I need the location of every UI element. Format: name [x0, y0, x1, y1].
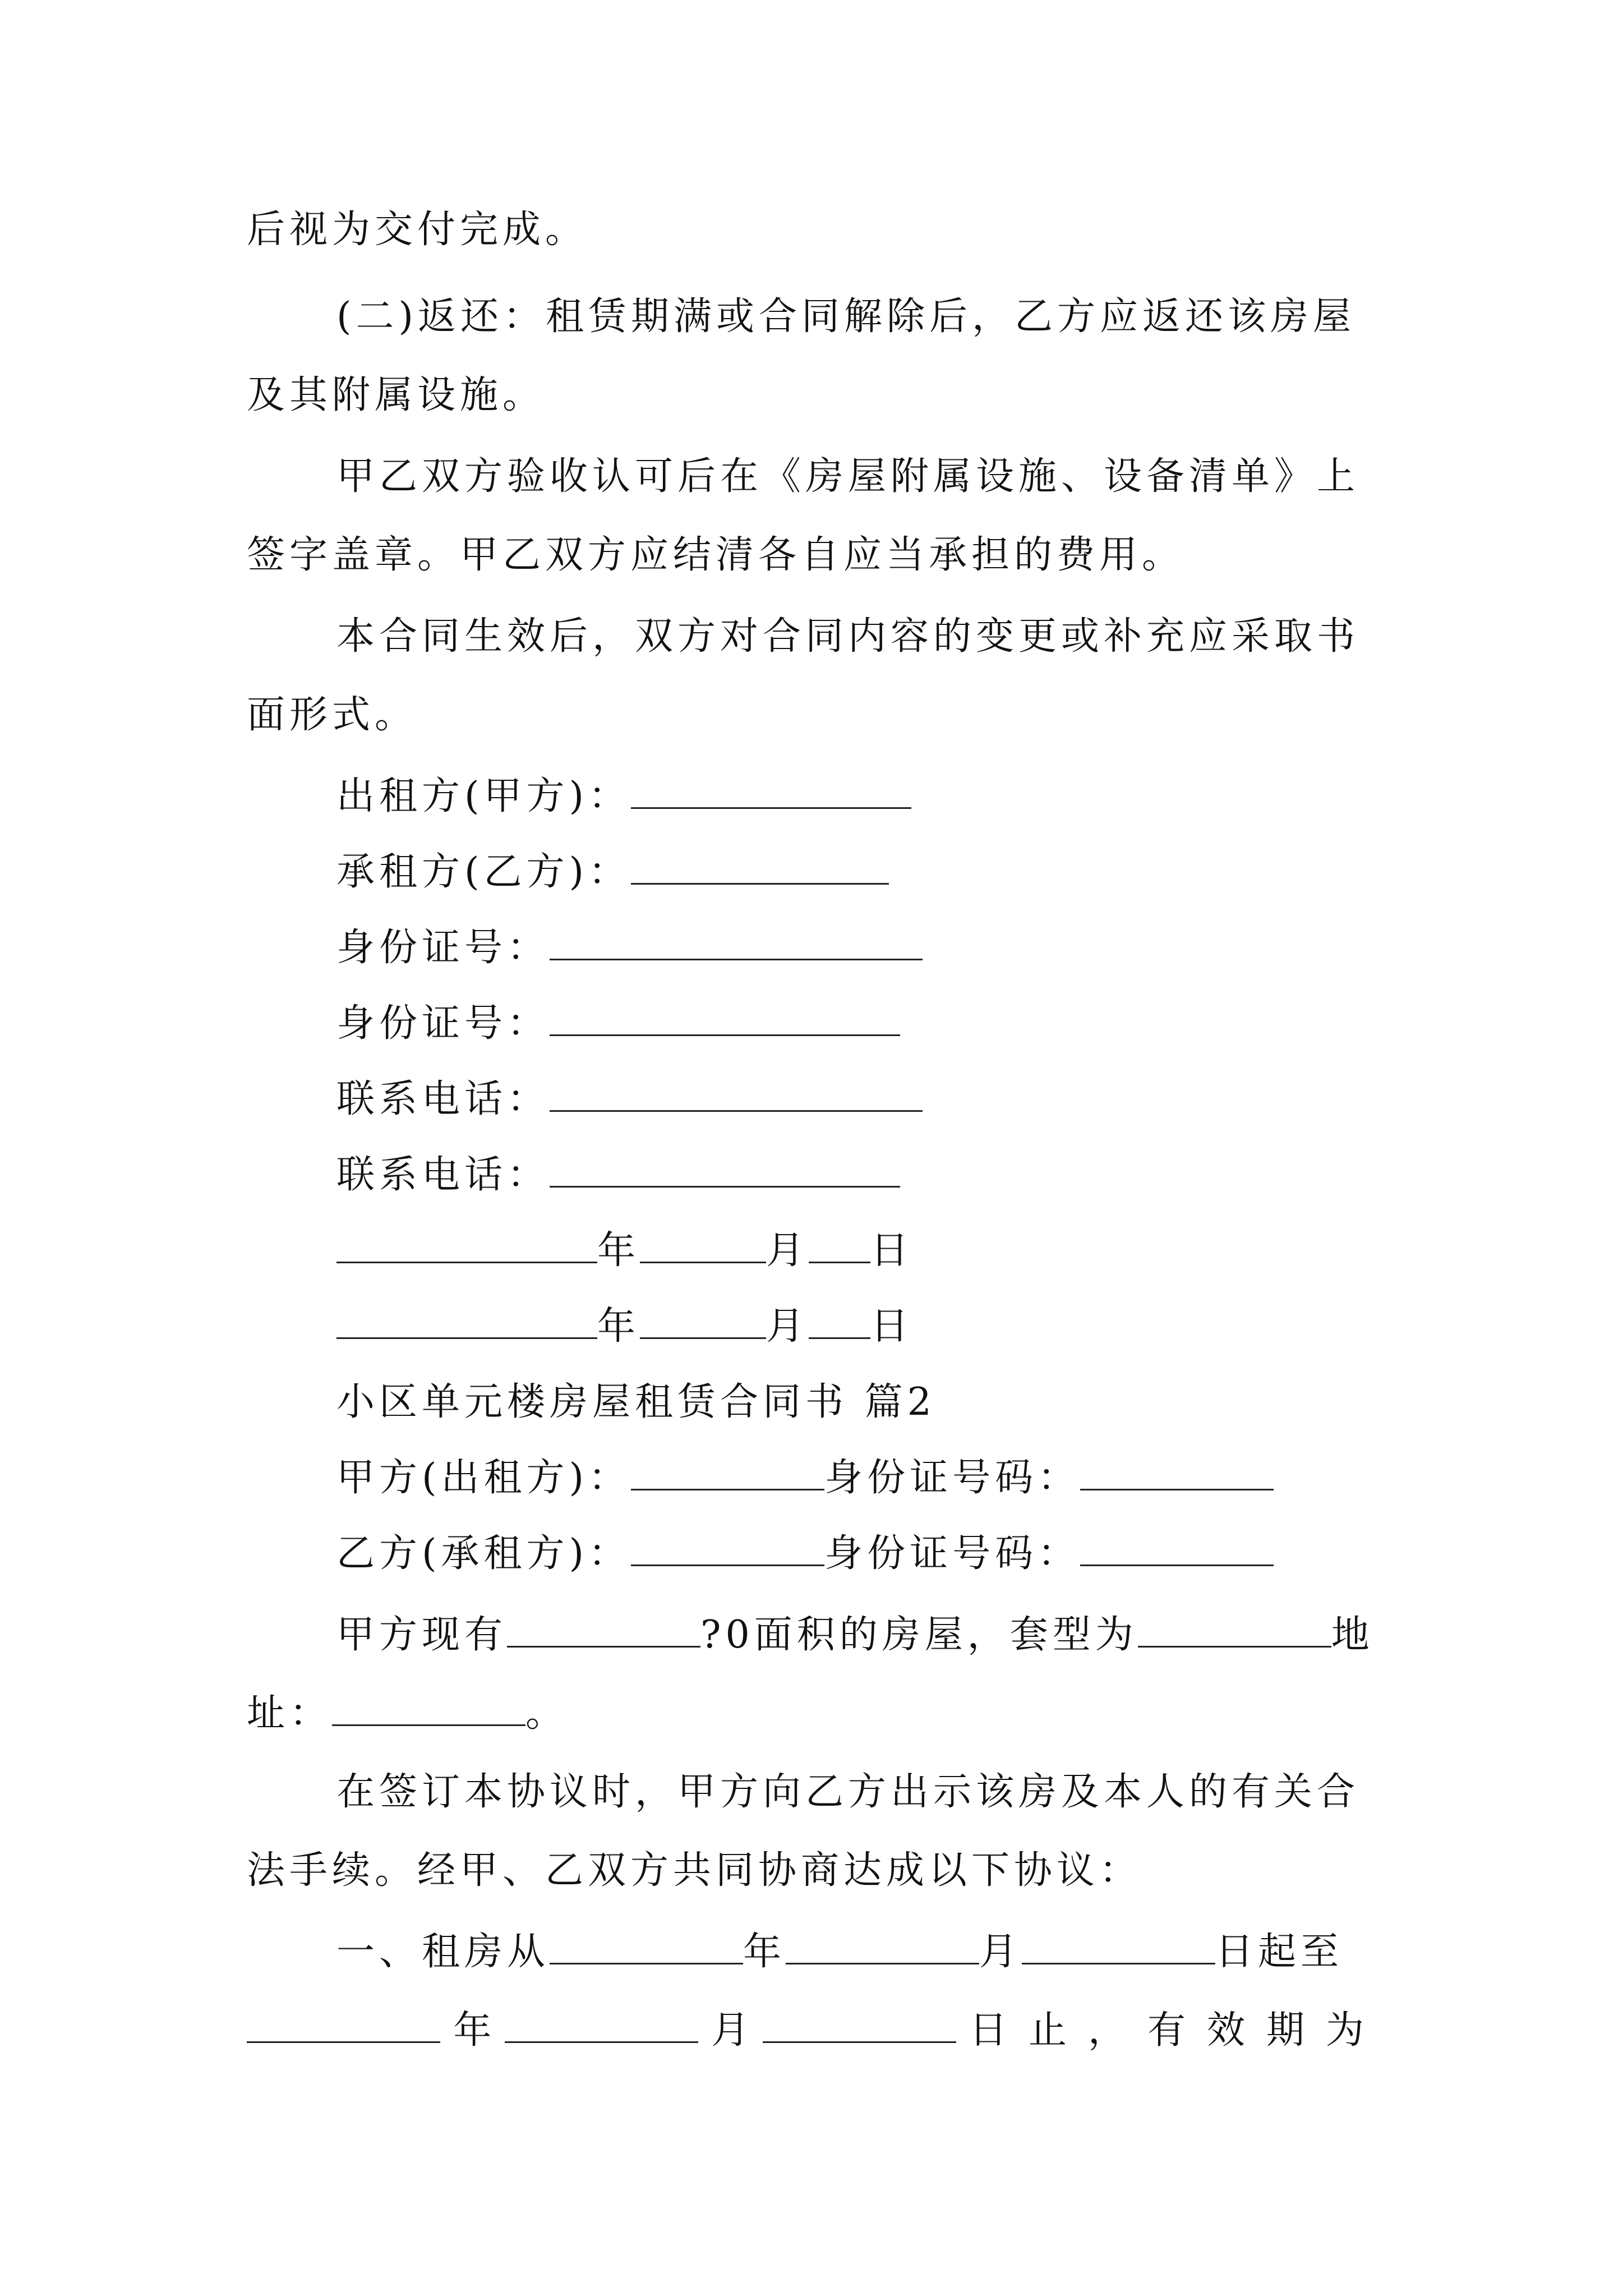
party-line: [336, 1453, 1274, 1503]
text: 及其附属设施。: [247, 373, 546, 417]
paragraph-line: [336, 1927, 1343, 1977]
blank-field: [332, 1692, 525, 1726]
section-heading: [336, 1377, 936, 1428]
blank-field: [631, 1456, 824, 1490]
text: 本合同生效后，双方对合同内容的变更或补充应采取书: [336, 614, 1360, 659]
text: ?0面积的房屋，套型为: [700, 1613, 1138, 1657]
blank-field: [1080, 1532, 1274, 1566]
blank-field: [631, 775, 911, 809]
text: 在签订本协议时，甲方向乙方出示该房及本人的有关合: [336, 1770, 1360, 1814]
text: 面形式。: [247, 693, 418, 737]
blank-field: [507, 1613, 700, 1648]
text: 日: [870, 1228, 914, 1273]
signature-line: [336, 923, 923, 973]
paragraph-line: [247, 2005, 1385, 2056]
label: 身份证号码：: [824, 1456, 1081, 1500]
label: 身份证号：: [336, 1001, 550, 1046]
blank-field: [631, 1532, 824, 1566]
blank-field: [336, 1229, 597, 1263]
text: 后视为交付完成。: [247, 208, 588, 252]
blank-field: [550, 1153, 900, 1188]
label: 乙方(承租方)：: [336, 1531, 631, 1576]
signature-line: [336, 999, 900, 1049]
paragraph-line: [247, 690, 417, 740]
blank-field: [550, 1930, 743, 1964]
text: 月: [766, 1304, 809, 1349]
text: 年: [743, 1930, 786, 1974]
text: 年: [597, 1304, 640, 1349]
date-line: [336, 1301, 913, 1352]
label: 出租方(甲方)：: [336, 774, 631, 818]
text: 日止，有效期为: [969, 2008, 1385, 2053]
paragraph-line: [247, 530, 1184, 581]
blank-field: [247, 2009, 440, 2043]
text: 一、租房从: [336, 1930, 550, 1974]
blank-field: [809, 1305, 870, 1339]
label: 身份证号码：: [824, 1531, 1081, 1576]
party-line: [336, 1529, 1274, 1579]
paragraph-line: [247, 1846, 1142, 1896]
blank-field: [550, 1002, 900, 1036]
text: 址：: [247, 1691, 333, 1736]
signature-line: [336, 1074, 923, 1125]
paragraph-line: [247, 205, 588, 255]
blank-field: [786, 1930, 979, 1964]
blank-field: [550, 926, 923, 960]
text: 日起至: [1215, 1930, 1344, 1974]
text: (二)返还：租赁期满或合同解除后，乙方应返还该房屋: [336, 295, 1356, 339]
text: 日: [870, 1304, 914, 1349]
blank-field: [550, 1078, 923, 1112]
paragraph-line: [247, 370, 545, 421]
paragraph-line: [336, 1610, 1374, 1660]
text: 地: [1331, 1613, 1374, 1657]
blank-field: [763, 2009, 956, 2043]
text: 小区单元楼房屋租赁合同书 篇2: [336, 1380, 936, 1424]
text: 年: [597, 1228, 640, 1273]
text: 年: [453, 2008, 492, 2053]
signature-line: [336, 1150, 900, 1200]
text: 。: [525, 1691, 569, 1736]
label: 甲方(出租方)：: [336, 1456, 631, 1500]
blank-field: [1138, 1613, 1331, 1648]
paragraph-line: [336, 452, 1359, 502]
blank-field: [640, 1305, 766, 1339]
blank-field: [631, 850, 889, 885]
blank-field: [505, 2009, 698, 2043]
blank-field: [1080, 1456, 1274, 1490]
paragraph-line: [247, 1688, 568, 1739]
blank-field: [336, 1305, 597, 1339]
paragraph-line: [336, 611, 1359, 662]
paragraph-line: [336, 292, 1355, 342]
label: 联系电话：: [336, 1077, 550, 1121]
text: 法手续。经甲、乙双方共同协商达成以下协议：: [247, 1848, 1142, 1893]
label: 承租方(乙方)：: [336, 850, 631, 894]
text: 甲乙双方验收认可后在《房屋附属设施、设备清单》上: [336, 454, 1360, 499]
text: 月: [711, 2008, 750, 2053]
text: 甲方现有: [336, 1613, 508, 1657]
blank-field: [809, 1229, 870, 1263]
label: 联系电话：: [336, 1153, 550, 1197]
text: 月: [766, 1228, 809, 1273]
text: 签字盖章。甲乙双方应结清各自应当承担的费用。: [247, 533, 1185, 577]
signature-line: [336, 771, 911, 822]
blank-field: [1022, 1930, 1215, 1964]
label: 身份证号：: [336, 926, 550, 970]
blank-field: [640, 1229, 766, 1263]
paragraph-line: [336, 1767, 1359, 1818]
signature-line: [336, 847, 889, 898]
date-line: [336, 1226, 913, 1276]
text: 月: [979, 1930, 1022, 1974]
